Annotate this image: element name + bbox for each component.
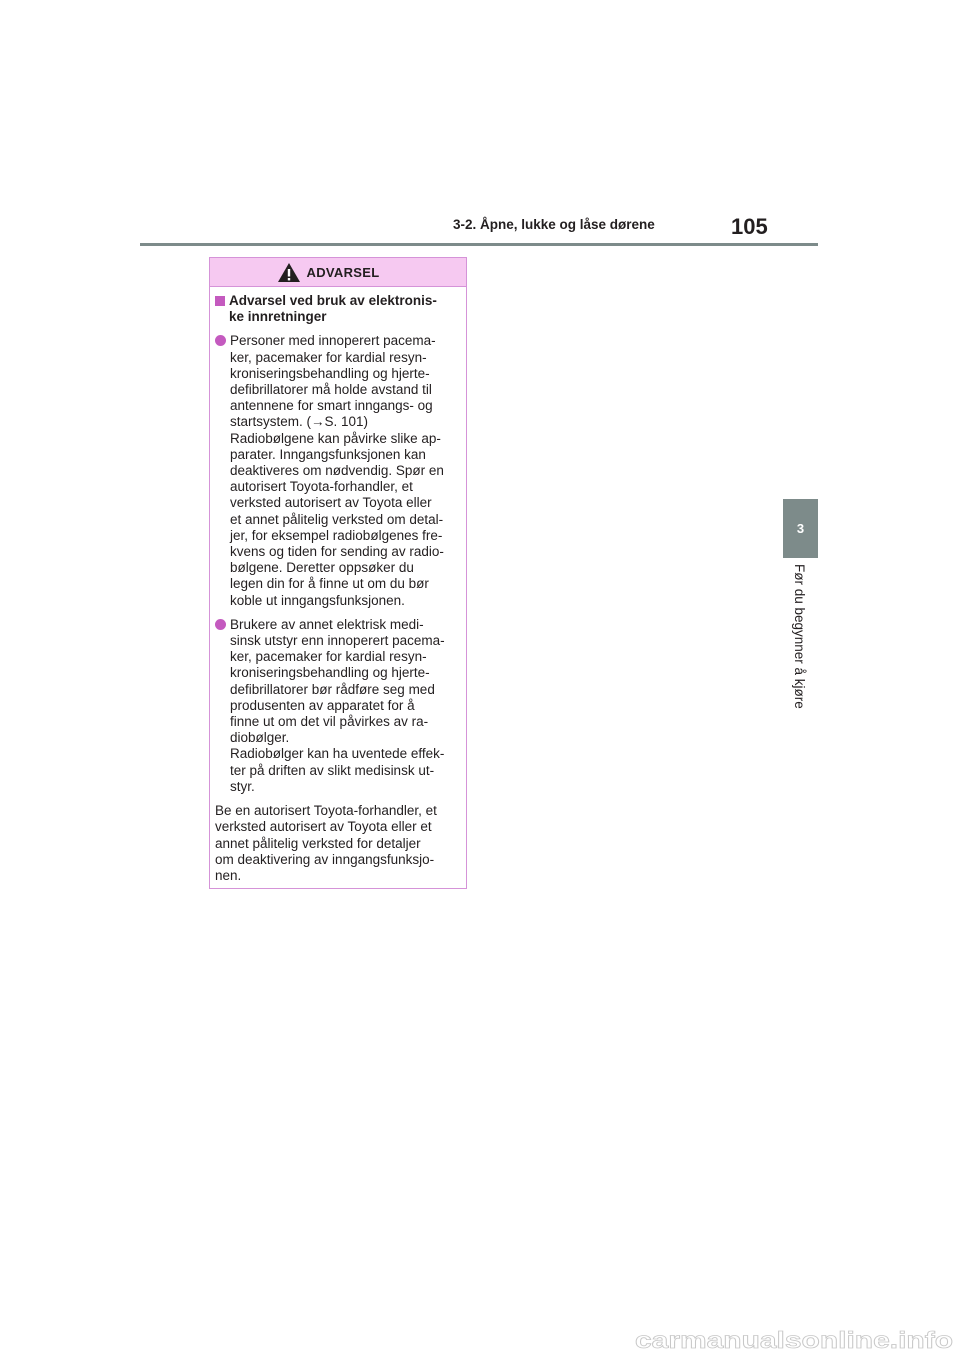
chapter-tab	[783, 499, 818, 558]
warning-section-heading	[215, 293, 460, 325]
warning-box	[209, 257, 467, 889]
warning-list-item	[215, 617, 460, 795]
watermark-text: carmanualsonline.info	[635, 1327, 953, 1353]
chapter-number: 3	[796, 521, 805, 536]
warning-list-item	[215, 333, 460, 608]
warning-paragraph: Radiobølger kan ha uventede effek- ter på driften av slikt medisinsk ut- styr.	[230, 746, 445, 794]
warning-closing-text: Be en autorisert Toyota-forhandler, et verksted autorisert av Toyota eller et annet pålitelig verksted for detaljer om deaktivering av inngangsfunksjo- nen.	[215, 803, 437, 883]
warning-list-item-text	[230, 333, 444, 608]
warning-paragraph: Radiobølgene kan påvirke slike ap- parater. Inngangsfunksjonen kan deaktiveres om nødvendig. Spør en autorisert Toyota-forhandler, et verksted autorisert av Toyota eller et annet pålitelig verksted om detal- jer, for eksempel radiobølgenes fre- kvens og tiden for sending av radio- bølgene. Deretter oppsøker du legen din for å finne ut om du bør koble ut inngangsfunksjonen.	[230, 430, 444, 608]
warning-heading-text: Advarsel ved bruk av elektronis- ke innretninger	[229, 293, 437, 325]
watermark	[635, 1324, 955, 1354]
bullet-dot-icon	[215, 619, 226, 630]
header-rule	[140, 243, 818, 246]
page-number: 105	[731, 214, 768, 239]
warning-items	[215, 333, 460, 795]
warning-list-item-text	[230, 617, 445, 795]
square-bullet-icon	[215, 296, 225, 306]
bullet-dot-icon	[215, 335, 226, 346]
warning-paragraph: Brukere av annet elektrisk medi- sinsk utstyr enn innoperert pacema- ker, pacemaker for kardial resyn- kroniseringsbehandling og hjerte- defibrillatorer bør rådføre seg med produsenten av apparatet for å finne ut om det vil påvirkes av ra- diobølger.	[230, 616, 445, 746]
warning-triangle-icon	[277, 262, 301, 283]
chapter-label: Før du begynner å kjøre	[792, 564, 807, 709]
warning-title: ADVARSEL	[306, 264, 380, 280]
warning-body	[210, 287, 466, 884]
warning-header	[210, 258, 466, 287]
warning-paragraph: Personer med innoperert pacema- ker, pacemaker for kardial resyn- kroniseringsbehandling og hjerte- defibrillatorer må holde avstand til antennene for smart inngangs- og startsystem. (→S. 101)	[230, 333, 436, 430]
section-title: 3-2. Åpne, lukke og låse dørene	[453, 217, 655, 232]
